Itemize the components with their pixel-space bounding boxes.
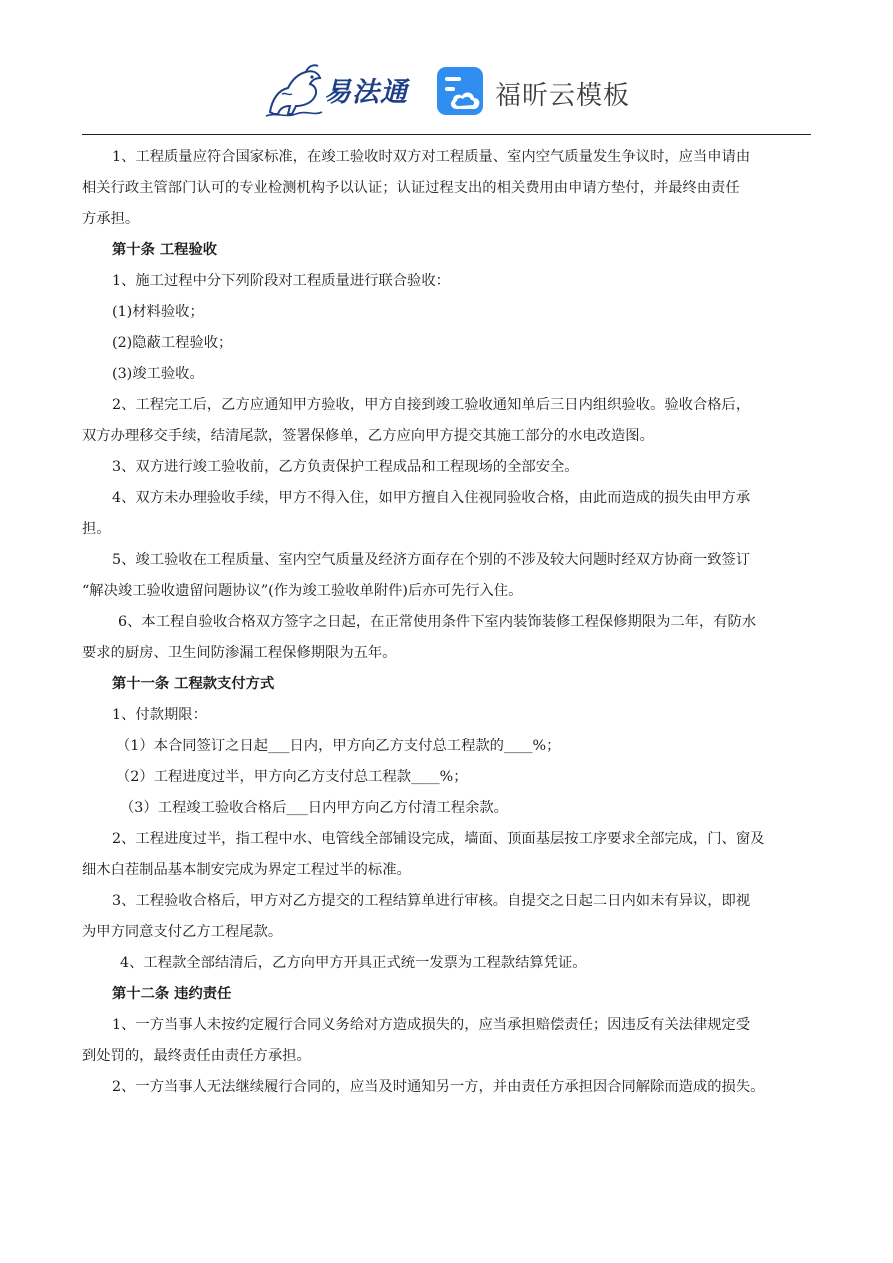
yifatong-logo: [262, 60, 417, 120]
paragraph-line: 方承担。: [82, 211, 140, 227]
paragraph: 5、竣工验收在工程质量、室内空气质量及经济方面存在个别的不涉及较大问题时经双方协商一致签订: [112, 552, 751, 568]
paragraph-line: 为甲方同意支付乙方工程尾款。: [82, 924, 283, 940]
list-item: (2)隐蔽工程验收；: [112, 335, 233, 351]
paragraph-line: 细木白茬制品基本制安完成为界定工程过半的标准。: [82, 862, 411, 878]
paragraph: 1、工程质量应符合国家标准，在竣工验收时双方对工程质量、室内空气质量发生争议时，应当申请由: [112, 149, 751, 165]
paragraph: 6、本工程自验收合格双方签字之日起，在正常使用条件下室内装饰装修工程保修期限为二年，有防水: [118, 614, 757, 630]
paragraph: 1、付款期限：: [112, 707, 207, 723]
list-item: （3）工程竣工验收合格后___日内甲方向乙方付清工程余款。: [120, 800, 508, 816]
qilin-mascot-icon: [262, 60, 326, 120]
paragraph: 3、双方进行竣工验收前，乙方负责保护工程成品和工程现场的全部安全。: [112, 459, 579, 475]
header-divider: [82, 134, 811, 135]
brand-yifatong: 易法通: [324, 77, 408, 108]
document-body: [82, 142, 817, 1103]
paragraph-line: “解决竣工验收遗留问题协议”(作为竣工验收单附件)后亦可先行入住。: [82, 583, 523, 599]
cloud-document-icon: [435, 65, 487, 117]
list-item: （2）工程进度过半，甲方向乙方支付总工程款____%；: [116, 769, 468, 785]
page-header: [0, 0, 893, 134]
brand-foxit-cloud: 福昕云模板: [495, 81, 631, 111]
list-item: (1)材料验收；: [112, 304, 204, 320]
list-item: (3)竣工验收。: [112, 366, 204, 382]
paragraph: 1、施工过程中分下列阶段对工程质量进行联合验收：: [112, 273, 450, 289]
section-heading-12: 第十二条 违约责任: [112, 986, 232, 1002]
foxit-cloud-template-logo: [435, 65, 645, 117]
paragraph-line: 双方办理移交手续，结清尾款，签署保修单，乙方应向甲方提交其施工部分的水电改造图。: [82, 428, 654, 444]
paragraph: 2、一方当事人无法继续履行合同的，应当及时通知另一方，并由责任方承担因合同解除而造成的损失。: [112, 1079, 765, 1095]
paragraph-line: 担。: [82, 521, 111, 537]
paragraph-line: 到处罚的，最终责任由责任方承担。: [82, 1048, 311, 1064]
paragraph: 3、工程验收合格后，甲方对乙方提交的工程结算单进行审核。自提交之日起二日内如未有异议，即视: [112, 893, 751, 909]
paragraph: 1、一方当事人未按约定履行合同义务给对方造成损失的，应当承担赔偿责任；因违反有关法律规定受: [112, 1017, 751, 1033]
paragraph: 4、双方未办理验收手续，甲方不得入住，如甲方擅自入住视同验收合格，由此而造成的损失由甲方承: [112, 490, 751, 506]
section-heading-10: 第十条 工程验收: [112, 242, 218, 258]
paragraph: 2、工程进度过半，指工程中水、电管线全部铺设完成，墙面、顶面基层按工序要求全部完成，门、窗及: [112, 831, 765, 847]
paragraph-line: 要求的厨房、卫生间防渗漏工程保修期限为五年。: [82, 645, 397, 661]
section-heading-11: 第十一条 工程款支付方式: [112, 676, 275, 692]
paragraph: 4、工程款全部结清后，乙方向甲方开具正式统一发票为工程款结算凭证。: [120, 955, 587, 971]
paragraph-line: 相关行政主管部门认可的专业检测机构予以认证；认证过程支出的相关费用由申请方垫付，并最终由责任: [82, 180, 740, 196]
list-item: （1）本合同签订之日起___日内，甲方向乙方支付总工程款的____%；: [116, 738, 561, 754]
paragraph: 2、工程完工后，乙方应通知甲方验收，甲方自接到竣工验收通知单后三日内组织验收。验收合格后，: [112, 397, 751, 413]
